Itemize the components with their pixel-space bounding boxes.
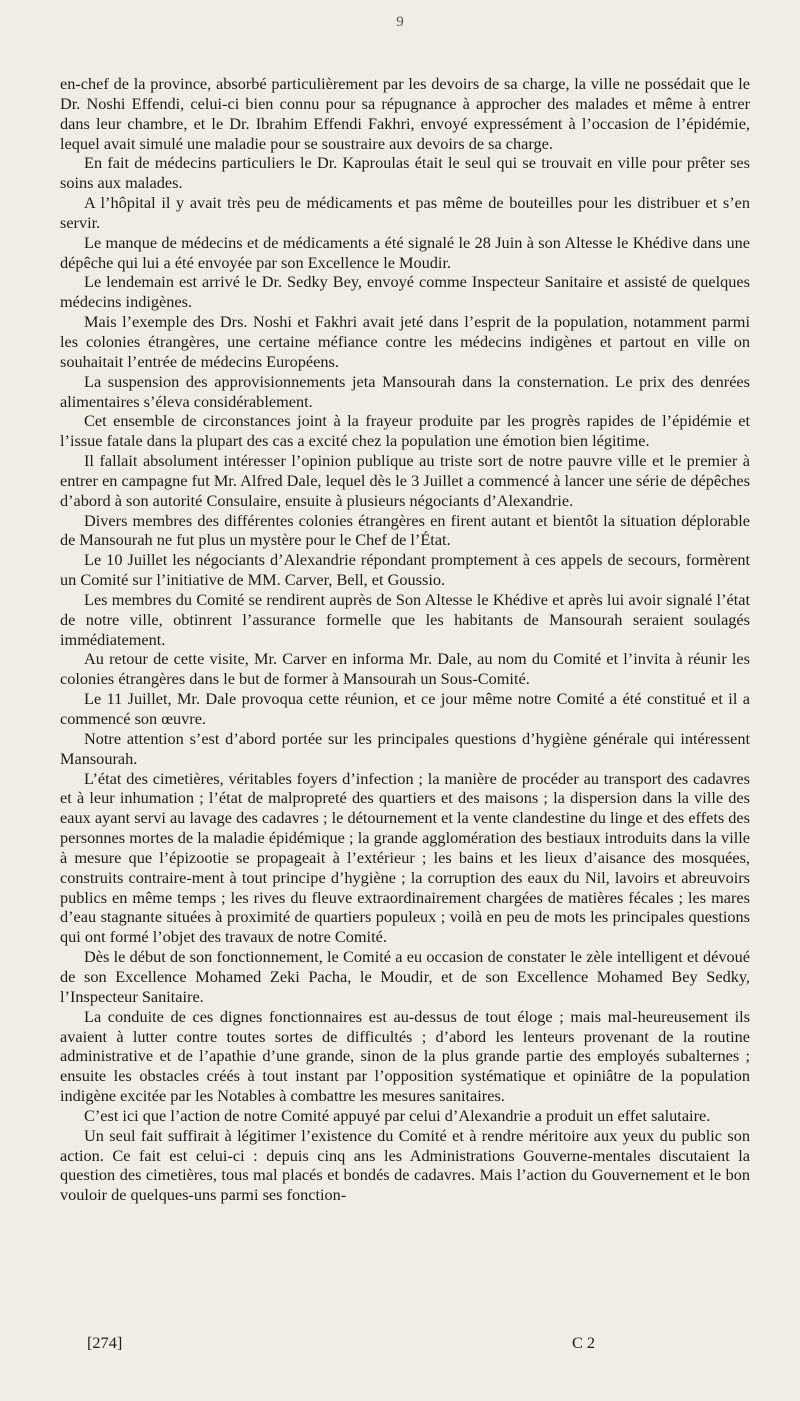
paragraph: C’est ici que l’action de notre Comité appuyé par celui d’Alexandrie a produit un effet salutaire. <box>84 1105 711 1125</box>
paragraph: En fait de médecins particuliers le Dr. Kaproulas était le seul qui se trouvait en ville pour prêter ses soins aux malades. <box>60 153 750 193</box>
paragraph: Dès le début de son fonctionnement, le Comité a eu occasion de constater le zèle intelligent et dévoué de son Excellence Mohamed Zeki Pacha, le Moudir, et de son Excellence Mohamed Bey Sedky, l’Inspecteur Sanitaire. <box>60 947 750 1006</box>
signature-number: [274] <box>87 1333 123 1352</box>
paragraph: A l’hôpital il y avait très peu de médicaments et pas même de bouteilles pour les distribuer et s’en servir. <box>60 193 750 232</box>
page-number: 9 <box>396 14 404 30</box>
paragraph: Un seul fait suffirait à légitimer l’existence du Comité et à rendre méritoire aux yeux du public son action. Ce fait est celui-ci : depuis cinq ans les Administrations Gouverne-mentales discutaient la question des cimetières, tous mal placés et bondés de cadavres. Mais l’action du Gouvernement et le bon vouloir de quelques-uns parmi ses fonction- <box>60 1125 750 1205</box>
paragraph: Les membres du Comité se rendirent auprès de Son Altesse le Khédive et après lui avoir signalé l’état de notre ville, obtinrent l’assurance formelle que les habitants de Mansourah seraient soulagés immédiatement. <box>60 589 750 649</box>
paragraph: La conduite de ces dignes fonctionnaires est au-dessus de tout éloge ; mais mal-heureusement ils avaient à lutter contre toutes sortes de difficultés ; d’abord les lenteurs provenant de la routine administrative et de l’apathie d’une grande, sinon de la plus grande partie des employés subalternes ; ensuite les obstacles créés à tout instant par l’opposition systématique et opiniâtre de la population indigène excitée par les Notables à combattre les mesures sanitaires. <box>60 1006 750 1106</box>
body-text <box>60 74 750 1205</box>
paragraph: Le 10 Juillet les négociants d’Alexandrie répondant promptement à ces appels de secours, formèrent un Comité sur l’initiative de MM. Carver, Bell, et Goussio. <box>60 550 750 590</box>
paragraph: Il fallait absolument intéresser l’opinion publique au triste sort de notre pauvre ville et le premier à entrer en campagne fut Mr. Alfred Dale, lequel dès le 3 Juillet a commencé à lancer une série de dépêches d’abord à son autorité Consulaire, ensuite à plusieurs négociants d’Alexandrie. <box>60 451 750 510</box>
paragraph: L’état des cimetières, véritables foyers d’infection ; la manière de procéder au transport des cadavres et à leur inhumation ; l’état de malpropreté des quartiers et des maisons ; la dispersion dans la ville des eaux ayant servi au lavage des cadavres ; le détournement et la vente clandestine du linge et des effets des personnes mortes de la maladie épidémique ; la grande agglomération des bestiaux introduits dans la ville à mesure que l’épizootie se propageait à l’extérieur ; les bains et les lieux d’aisance des mosquées, construits contraire-ment à tout principe d’hygiène ; la corruption des eaux du Nil, lavoirs et abreuvoirs publics en même temps ; les rives du fleuve extraordinairement chargées de matières fécales ; les mares d’eau stagnante situées à proximité de quartiers populeux ; voilà en peu de mots les principales questions qui ont formé l’objet des travaux de notre Comité. <box>60 768 750 947</box>
paragraph: Le 11 Juillet, Mr. Dale provoqua cette réunion, et ce jour même notre Comité a été constitué et il a commencé son œuvre. <box>60 689 750 728</box>
paragraph: Au retour de cette visite, Mr. Carver en informa Mr. Dale, au nom du Comité et l’invita à réunir les colonies étrangères dans le but de former à Mansourah un Sous-Comité. <box>60 649 750 689</box>
sheet-mark: C 2 <box>572 1333 596 1352</box>
paragraph: Divers membres des différentes colonies étrangères en firent autant et bientôt la situation déplorable de Mansourah ne fut plus un mystère pour le Chef de l’État. <box>60 510 750 550</box>
paragraph: Le manque de médecins et de médicaments a été signalé le 28 Juin à son Altesse le Khédive dans une dépêche qui lui a été envoyée par son Excellence le Moudir. <box>60 232 750 272</box>
paragraph: Le lendemain est arrivé le Dr. Sedky Bey, envoyé comme Inspecteur Sanitaire et assisté de quelques médecins indigènes. <box>60 272 750 312</box>
paragraph: Notre attention s’est d’abord portée sur les principales questions d’hygiène générale qui intéressent Mansourah. <box>60 728 750 768</box>
paragraph: Mais l’exemple des Drs. Noshi et Fakhri avait jeté dans l’esprit de la population, notamment parmi les colonies étrangères, une certaine méfiance contre les médecins indigènes et partout en ville on souhaitait l’entrée de médecins Européens. <box>60 312 750 371</box>
paragraph: Cet ensemble de circonstances joint à la frayeur produite par les progrès rapides de l’épidémie et l’issue fatale dans la plupart des cas a excité chez la population une émotion bien légitime. <box>60 411 750 451</box>
paragraph: La suspension des approvisionnements jeta Mansourah dans la consternation. Le prix des denrées alimentaires s’éleva considérablement. <box>60 371 750 411</box>
paragraph: en-chef de la province, absorbé particulièrement par les devoirs de sa charge, la ville ne possédait que le Dr. Noshi Effendi, celui-ci bien connu pour sa répugnance à approcher des malades et même à entrer dans leur chambre, et le Dr. Ibrahim Effendi Fakhri, envoyé expressément à l’occasion de l’épidémie, lequel avait simulé une maladie pour se soustraire aux devoirs de sa charge. <box>60 74 750 153</box>
